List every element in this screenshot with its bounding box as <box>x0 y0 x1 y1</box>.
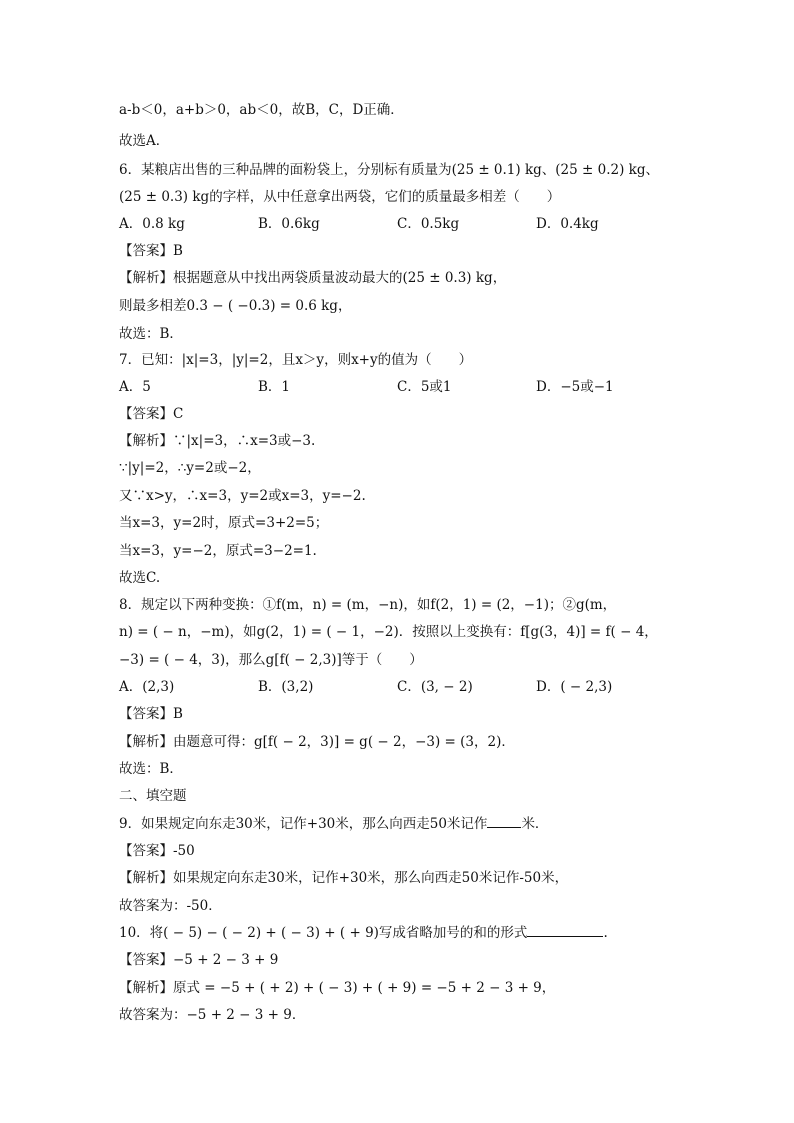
q7-analysis-5: 当x=3，y=−2，原式=3−2=1. <box>119 543 317 559</box>
q8-option-b: B．(3,2) <box>258 679 314 695</box>
q9-stem-after: 米． <box>521 816 549 832</box>
q8-stem-line-1: 8．规定以下两种变换：①f(m，n) = (m，−n)，如f(2，1) = (2，−1)；②g(m， <box>119 597 617 613</box>
q8-option-c: C．(3, − 2) <box>397 679 473 695</box>
q6-stem-line-2: (25 ± 0.3) kg的字样，从中任意拿出两袋，它们的质量最多相差（ ） <box>119 189 561 205</box>
q8-option-a: A．(2,3) <box>119 679 175 695</box>
q7-option-c: C．5或1 <box>397 379 452 395</box>
q8-stem-line-3: −3) = ( − 4，3)，那么g[f( − 2,3)]等于（ ） <box>119 652 423 668</box>
q9-answer: 【答案】-50 <box>119 843 195 859</box>
q9-conclusion: 故答案为：-50． <box>119 898 222 914</box>
section-heading-fill-in: 二、填空题 <box>119 788 187 804</box>
q7-analysis-1: 【解析】∵|x|=3，∴x=3或−3. <box>119 433 316 449</box>
q6-option-c: C．0.5kg <box>397 216 460 232</box>
q8-choice: 故选：B． <box>119 761 183 777</box>
q6-option-d: D．0.4kg <box>536 216 599 232</box>
q7-analysis-4: 当x=3，y=2时，原式=3+2=5； <box>119 515 329 531</box>
q6-analysis-1: 【解析】根据题意从中找出两袋质量波动最大的(25 ± 0.3) kg， <box>119 270 507 286</box>
q8-stem-line-2: n) = ( − n，−m)，如g(2，1) = ( − 1，−2)．按照以上变换有：f[g(3，4)] = f( − 4， <box>119 624 658 640</box>
q8-analysis: 【解析】由题意可得：g[f( − 2，3)] = g( − 2，−3) = (3，2)． <box>119 734 515 750</box>
q10-analysis: 【解析】原式 = −5 + ( + 2) + ( − 3) + ( + 9) = −5 + 2 − 3 + 9， <box>119 980 556 996</box>
q7-option-a: A．5 <box>119 379 151 395</box>
q7-choice: 故选C. <box>119 570 161 586</box>
q7-option-d: D．−5或−1 <box>536 379 614 395</box>
q7-answer: 【答案】C <box>119 406 184 422</box>
q6-choice: 故选：B． <box>119 326 183 342</box>
q7-analysis-2: ∵|y|=2，∴y=2或−2， <box>119 460 261 476</box>
q6-option-a: A．0.8 kg <box>119 216 185 232</box>
q6-answer: 【答案】B <box>119 243 183 259</box>
q9-answer-blank <box>487 815 521 828</box>
q9-analysis: 【解析】如果规定向东走30米，记作+30米，那么向西走50米记作-50米， <box>119 870 569 886</box>
q5-choice-line: 故选A． <box>119 133 170 149</box>
q10-conclusion: 故答案为：−5 + 2 − 3 + 9． <box>119 1007 306 1023</box>
q10-answer: 【答案】−5 + 2 − 3 + 9 <box>119 952 279 968</box>
q7-analysis-3: 又∵x>y，∴x=3，y=2或x=3，y=−2. <box>119 488 366 504</box>
q6-stem-line-1: 6．某粮店出售的三种品牌的面粉袋上，分别标有质量为(25 ± 0.1) kg、(25 ± 0.2) kg、 <box>119 162 659 178</box>
q10-stem-after: . <box>603 925 608 941</box>
q10-stem <box>119 924 608 942</box>
q8-option-d: D．( − 2,3) <box>536 679 613 695</box>
q6-option-b: B．0.6kg <box>258 216 320 232</box>
q9-stem <box>119 815 548 833</box>
q10-answer-blank <box>527 924 603 937</box>
q9-stem-before: 9．如果规定向东走30米，记作+30米，那么向西走50米记作 <box>119 816 488 832</box>
q6-analysis-2: 则最多相差0.3 − ( −0.3) = 0.6 kg， <box>119 298 352 314</box>
q10-stem-before: 10．将( − 5) − ( − 2) + ( − 3) + ( + 9)写成省略加号的和的形式 <box>119 925 528 941</box>
q8-answer: 【答案】B <box>119 706 183 722</box>
q7-stem: 7．已知：|x|=3，|y|=2，且x＞y，则x+y的值为（ ） <box>119 352 473 368</box>
q7-option-b: B．1 <box>258 379 291 395</box>
q5-conclusion-line: a-b＜0，a+b＞0，ab＜0，故B，C，D正确． <box>119 102 404 118</box>
